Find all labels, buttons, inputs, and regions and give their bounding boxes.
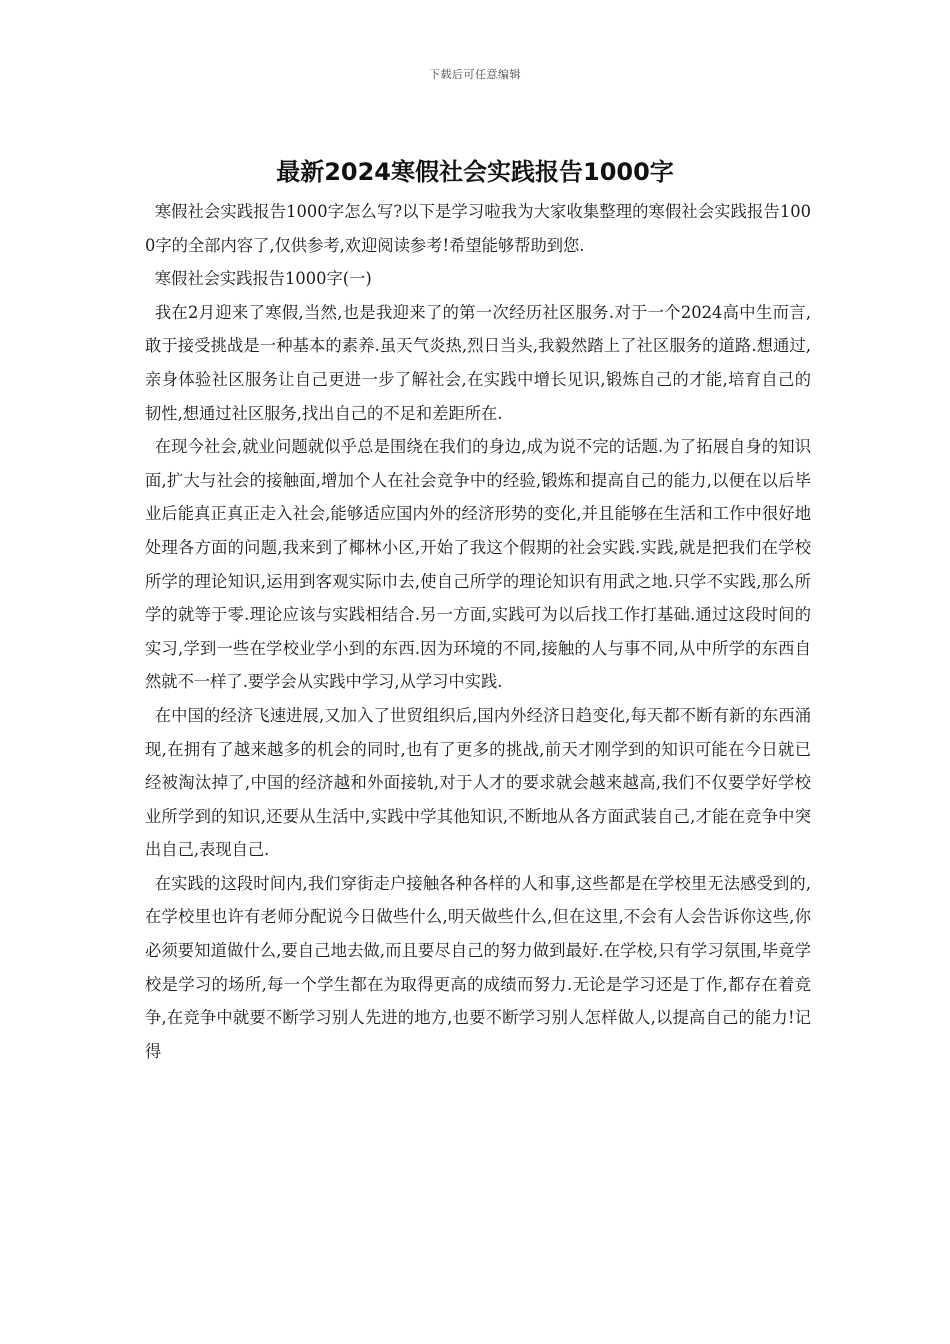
body-paragraph: 在实践的这段时间内,我们穿街走户接触各种各样的人和事,这些都是在学校里无法感受到的,在学校里也许有老师分配说今日做些什么,明天做些什么,但在这里,不会有人会告诉你这些,你必须要知道做什么,要自己地去做,而且要尽自己的努力做到最好.在学校,只有学习氛围,毕竟学校是学习的场所,每一个学生都在为取得更高的成绩而努力.无论是学习还是丁作,都存在着竞争,在竞争中就要不断学习别人先进的地方,也要不断学习别人怎样做人,以提高自己的能力!记得 — [145, 873, 811, 1061]
section-heading: 寒假社会实践报告1000字(一) — [154, 269, 372, 289]
body-paragraph: 我在2月迎来了寒假,当然,也是我迎来了的第一次经历社区服务.对于一个2024高中生而言,敢于接受挑战是一种基本的素养.虽天气炎热,烈日当头,我毅然踏上了社区服务的道路.想通过,亲身体验社区服务让自己更进一步了解社会,在实践中增长见识,锻炼自己的才能,培育自己的韧性,想通过社区服务,找出自己的不足和差距所在. — [145, 302, 811, 423]
intro-paragraph: 寒假社会实践报告1000字怎么写?以下是学习啦我为大家收集整理的寒假社会实践报告1000字的全部内容了,仅供参考,欢迎阅读参考!希望能够帮助到您. — [145, 202, 811, 255]
body-paragraph: 在现今社会,就业问题就似乎总是围绕在我们的身边,成为说不完的话题.为了拓展自身的知识面,扩大与社会的接触面,增加个人在社会竞争中的经验,锻炼和提高自己的能力,以便在以后毕业后能真正真正走入社会,能够适应国内外的经济形势的变化,并且能够在生活和工作中很好地处理各方面的问题,我来到了椰林小区,开始了我这个假期的社会实践.实践,就是把我们在学校所学的理论知识,运用到客观实际巾去,使自己所学的理论知识有用武之地.只学不实践,那么所学的就等于零.理论应该与实践相结合.另一方面,实践可为以后找工作打基础.通过这段时间的实习,学到一些在学校业学小到的东西.因为环境的不同,接触的人与事不同,从中所学的东西自然就不一样了.要学会从实践中学习,从学习中实践. — [145, 437, 811, 692]
document-body — [145, 195, 811, 1068]
document-title: 最新2024寒假社会实践报告1000字 — [276, 158, 674, 186]
header-note: 下载后可任意编辑 — [429, 68, 521, 81]
body-paragraph: 在中国的经济飞速进展,又加入了世贸组织后,国内外经济日趋变化,每天都不断有新的东西涌现,在拥有了越来越多的机会的同时,也有了更多的挑战,前天才刚学到的知识可能在今日就已经被淘汰掉了,中国的经济越和外面接轨,对于人才的要求就会越来越高,我们不仅要学好学校业所学到的知识,还要从生活中,实践中学其他知识,不断地从各方面武装自己,才能在竞争中突出自己,表现自己. — [145, 705, 811, 860]
